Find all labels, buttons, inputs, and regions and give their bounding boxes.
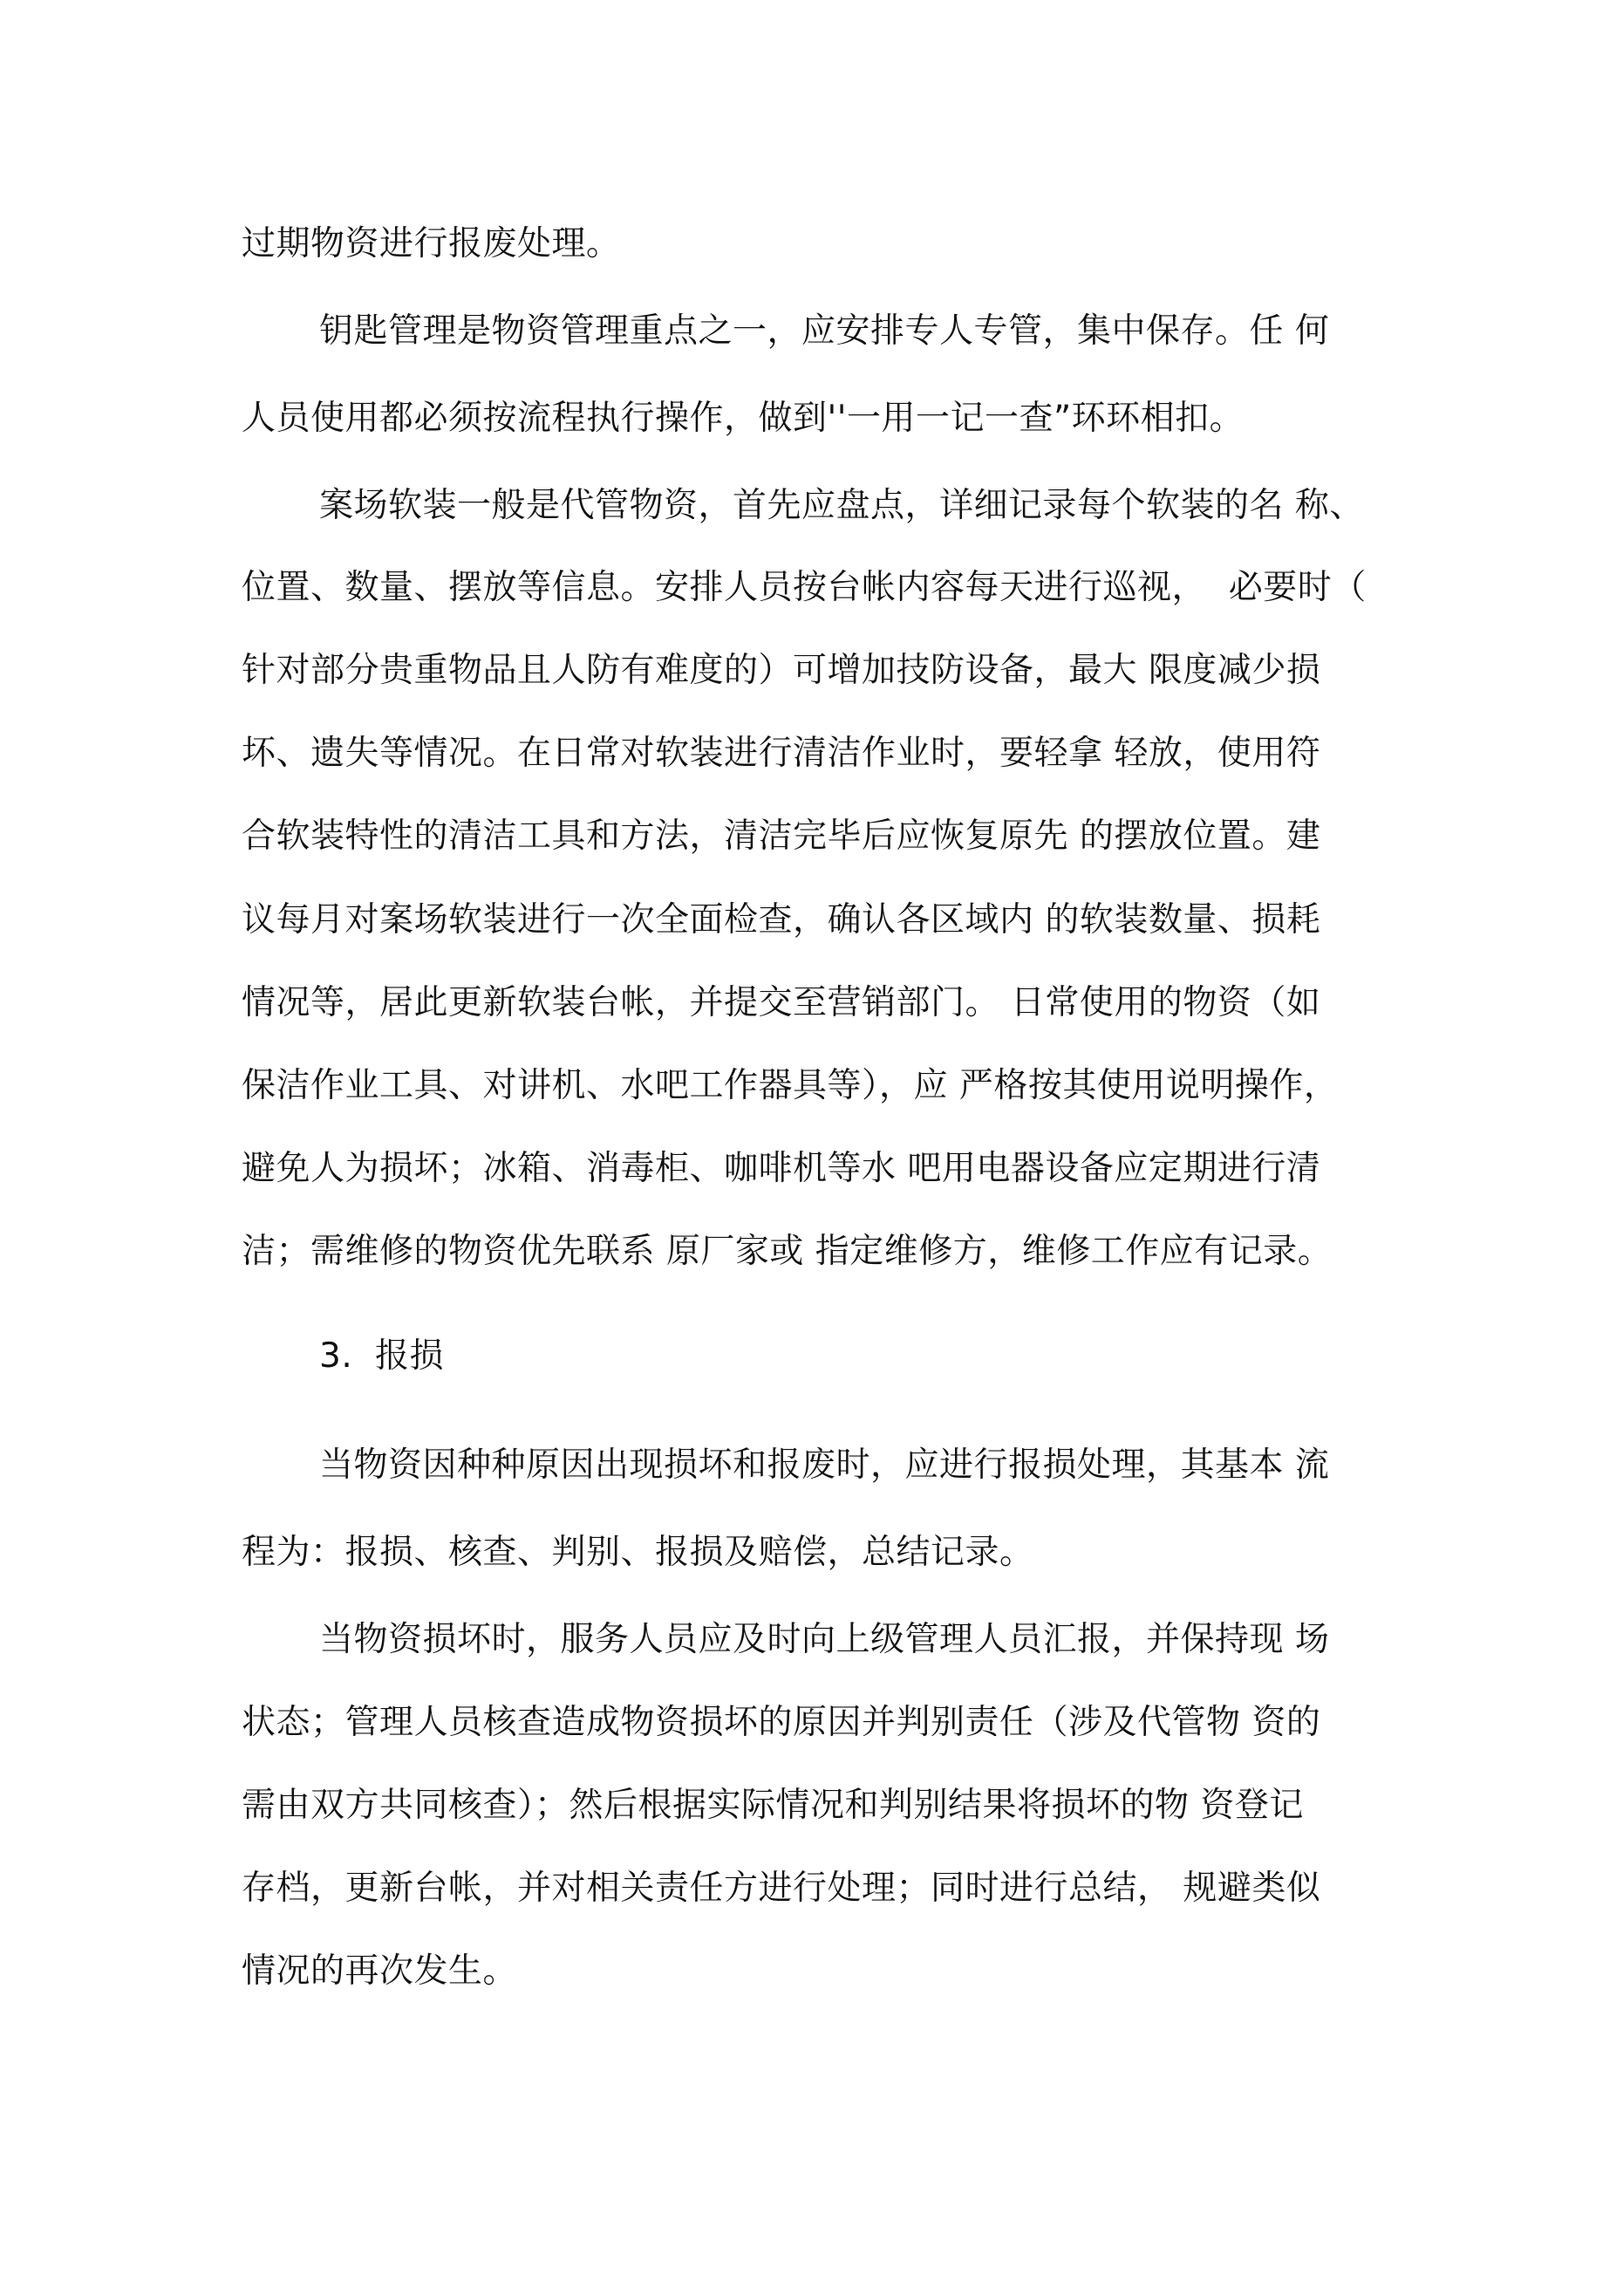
text-line: 保洁作业工具、对讲机、水吧工作器具等），应 严格按其使用说明操作，	[242, 1066, 1339, 1105]
text-line: 需由双方共同核查）；然后根据实际情况和判别结果将损坏的物 资登记	[242, 1786, 1304, 1825]
text-line: 当物资因种种原因出现损坏和报废时，应进行报损处理，其基本 流	[319, 1445, 1330, 1485]
text-line: 合软装特性的清洁工具和方法，清洁完毕后应恢复原先 的摆放位置。建	[242, 817, 1321, 856]
text-line: 存档，更新台帐，并对相关责任方进行处理；同时进行总结， 规避类似	[242, 1869, 1321, 1908]
text-line: 坏、遗失等情况。在日常对软装进行清洁作业时，要轻拿 轻放，使用符	[242, 734, 1321, 773]
text-line: 当物资损坏时，服务人员应及时向上级管理人员汇报，并保持现 场	[319, 1620, 1330, 1659]
text-line: 情况的再次发生。	[242, 1951, 518, 1991]
text-line: 案场软装一般是代管物资，首先应盘点，详细记录每个软装的名 称、	[319, 486, 1364, 525]
section-heading: 3. 报损	[319, 1336, 445, 1376]
text-line: 人员使用都必须按流程执行操作，做到''一用一记一查”环环相扣。	[242, 399, 1245, 438]
text-line: 情况等，居此更新软装台帐，并提交至营销部门。 日常使用的物资（如	[242, 983, 1321, 1022]
text-line: 钥匙管理是物资管理重点之一，应安排专人专管，集中保存。任 何	[319, 311, 1330, 351]
text-line: 避免人为损坏；冰箱、消毒柜、咖啡机等水 吧用电器设备应定期进行清	[242, 1149, 1321, 1188]
text-line: 过期物资进行报废处理。	[242, 224, 621, 263]
text-line: 洁；需维修的物资优先联系 原厂家或 指定维修方，维修工作应有记录。	[242, 1232, 1333, 1271]
text-line: 针对部分贵重物品且人防有难度的）可增加技防设备，最大 限度减少损	[242, 651, 1321, 690]
text-line: 位置、数量、摆放等信息。安排人员按台帐内容每天进行巡视， 必要时（	[242, 568, 1367, 607]
text-line: 程为：报损、核查、判别、报损及赔偿，总结记录。	[242, 1533, 1034, 1572]
text-line: 状态；管理人员核查造成物资损坏的原因并判别责任（涉及代管物 资的	[242, 1703, 1321, 1742]
text-line: 议每月对案场软装进行一次全面检查，确认各区域内 的软装数量、损耗	[242, 900, 1321, 940]
